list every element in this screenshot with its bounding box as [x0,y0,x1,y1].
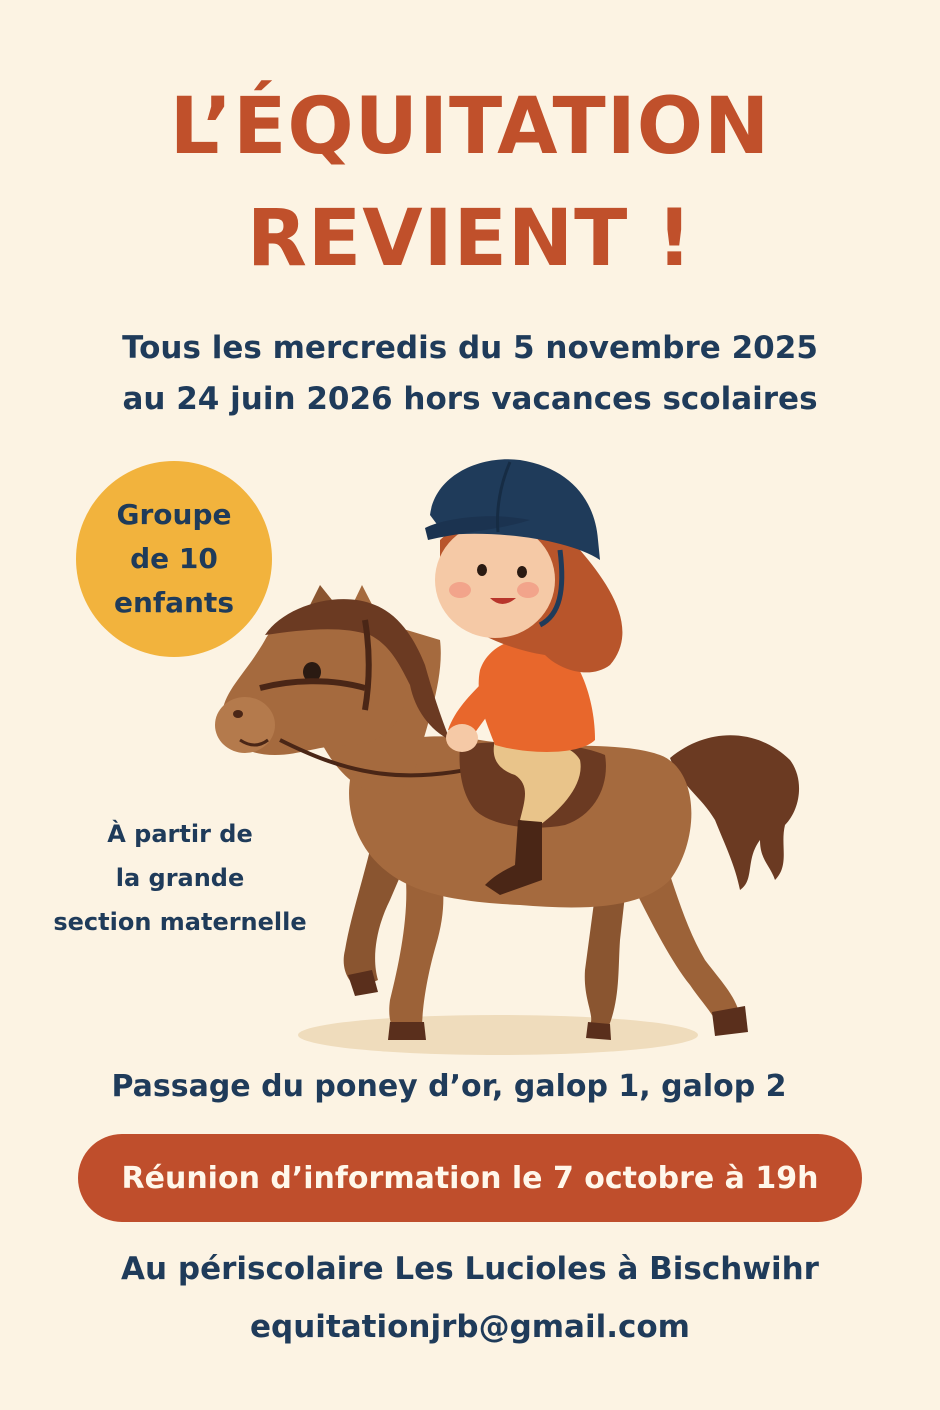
age-note-line-1: À partir de [107,820,253,848]
pony-front-hoof [388,1022,426,1040]
meeting-banner [78,1134,862,1222]
badge-line-1: Groupe [116,498,232,531]
badge-line-3: enfants [114,586,234,619]
age-note-line-2: la grande [115,864,245,892]
location-text: Au périscolaire Les Lucioles à Bischwihr [121,1251,819,1287]
poster-title-line-1: L’ÉQUITATION [169,82,771,172]
levels-text: Passage du poney d’or, galop 1, galop 2 [111,1069,787,1104]
rider-eye-left [477,564,487,576]
contact-email: equitationjrb@gmail.com [250,1309,690,1345]
age-note-line-3: section maternelle [53,908,307,936]
meeting-text: Réunion d’information le 7 octobre à 19h [121,1160,819,1196]
pony-back-hoof-far [586,1022,611,1040]
rider-cheek-right [517,582,539,598]
age-requirement-note [40,812,320,944]
schedule-line-1: Tous les mercredis du 5 novembre 2025 [122,330,818,366]
pony-nostril [233,710,243,718]
pony-rider-svg [200,440,840,1070]
ground-shadow [298,1015,698,1055]
child-riding-pony-illustration [200,440,840,1070]
pony-muzzle [215,697,275,753]
schedule-line-2: au 24 juin 2026 hors vacances scolaires [122,381,818,417]
pony-back-leg-near [630,875,740,1020]
rider-cheek-left [449,582,471,598]
rider-hand [446,724,478,752]
rider-eye-right [517,566,527,578]
badge-line-2: de 10 [130,542,218,575]
pony-back-leg-far [585,895,625,1028]
rider-face [435,522,555,638]
poster-title-line-2: REVIENT ! [246,194,694,284]
